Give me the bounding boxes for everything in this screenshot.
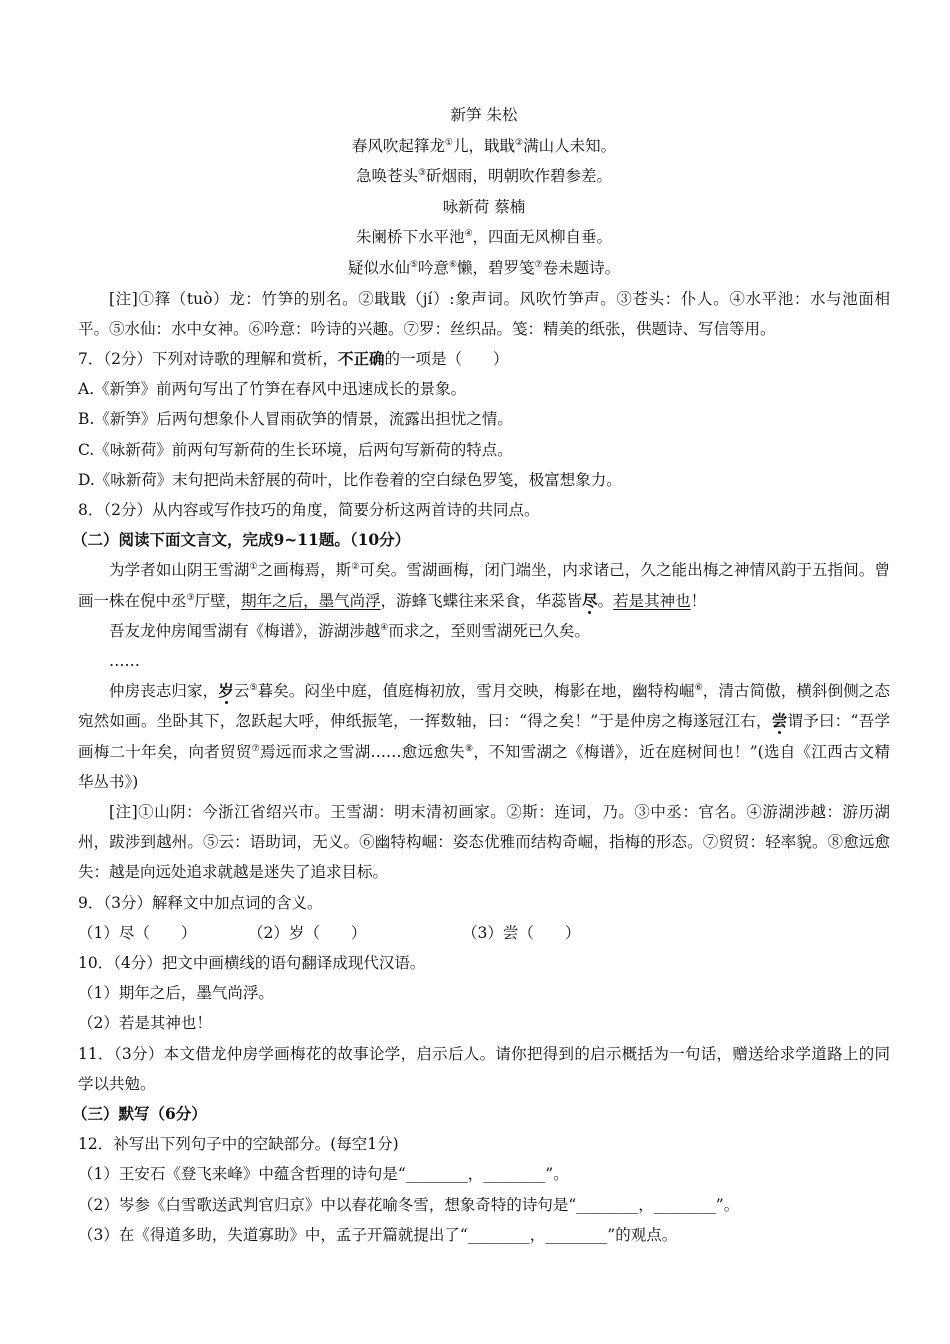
- underlined-sentence-1: 期年之后，墨气尚浮: [241, 591, 381, 610]
- poem2-line2: 疑似水仙⑤吟意⑥懒，碧罗笺⑦卷未题诗。: [347, 258, 621, 277]
- question-7-option-c: C.《咏新荷》前两句写新荷的生长环境，后两句写新荷的特点。: [78, 440, 513, 459]
- passage-paragraph-3: 仲房丧志归家，岁云⑤暮矣。闷坐中庭，值庭梅初放，雪月交映，梅影在地，幽特构崛⑥，清古简傲，横斜倒侧之态宛然如画。坐卧其下，忽跃起大呼，伸纸振笔，一挥数轴，曰：“得之矣！”于是仲房之梅遂冠江右，尝谓予曰：“吾学画梅二十年矣，向者贸贸⑦焉远而求之雪湖……愈远愈失⑧，不知雪湖之《梅谱》，近在庭树间也！”(选自《江西古文精华丛书》): [78, 681, 890, 791]
- question-12-item-1: （1）王安石《登飞来峰》中蕴含哲理的诗句是“________，________”。: [78, 1165, 569, 1184]
- question-7-option-d: D.《咏新荷》末句把尚未舒展的荷叶，比作卷着的空白绿色罗笺，极富想象力。: [78, 470, 622, 489]
- question-8: 8．（2分）从内容或写作技巧的角度，简要分析这两首诗的共同点。: [78, 500, 540, 519]
- question-9-stem: 9．（3分）解释文中加点词的含义。: [78, 893, 323, 912]
- section-2-heading: （二）阅读下面文言文，完成9~11题。（10分）: [72, 530, 411, 550]
- poem2-title: 咏新荷 蔡楠: [442, 197, 526, 216]
- question-10-stem: 10．（4分）把文中画横线的语句翻译成现代汉语。: [78, 954, 426, 973]
- question-11: 11．（3分）本文借龙仲房学画梅花的故事论学，启示后人。请你把得到的启示概括为一句话，赠送给求学道路上的同学以共勉。: [78, 1044, 890, 1093]
- passage-ellipsis: ……: [109, 652, 140, 670]
- poem-notes: [注]①箨（tuò）龙：竹笋的别名。②戢戢（jí）:象声词。风吹竹笋声。③苍头：仆人。④水平池：水与池面相平。⑤水仙：水中女神。⑥吟意：吟诗的兴趣。⑦罗：丝织品。笺：精美的纸张，供题诗、写信等用。: [78, 289, 890, 338]
- question-9-item-3: （3）尝（ ）: [462, 923, 581, 942]
- question-10-item-1: （1）期年之后，墨气尚浮。: [78, 984, 274, 1003]
- question-7-option-b: B.《新笋》后两句想象仆人冒雨砍笋的情景，流露出担忧之情。: [78, 410, 513, 429]
- dotted-word-sui: 岁: [218, 681, 234, 701]
- underlined-sentence-2: 若是其神也: [613, 591, 691, 610]
- poem1-title: 新笋 朱松: [450, 106, 518, 124]
- passage-paragraph-2: 吾友龙仲房闻雪湖有《梅谱》，游湖涉越④而求之，至则雪湖死已久矣。: [109, 621, 590, 640]
- passage-notes: [注]①山阴：今浙江省绍兴市。王雪湖：明末清初画家。②斯：连词，乃。③中丞：官名。④游湖涉越：游历湖州，跋涉到越州。⑤云：语助词，无义。⑥幽特构崛：姿态优雅而结构奇崛，指梅的形态。⑦贸贸：轻率貌。⑧愈远愈失：越是向远处追求就越是迷失了追求目标。: [78, 803, 890, 882]
- passage-paragraph-1: 为学者如山阴王雪湖①之画梅焉，斯②可矣。雪湖画梅，闭门端坐，内求诸己，久之能出梅之神情风韵于五指间。曾画一株在倪中丞③厅壁，期年之后，墨气尚浮，游蜂飞蝶往来采食，华蕊皆尽。若是其神也！: [78, 561, 890, 610]
- dotted-word-chang: 尝: [771, 711, 788, 731]
- dotted-word-jin: 尽: [582, 590, 598, 610]
- poem2-line1: 朱阑桥下水平池④，四面无风柳自垂。: [355, 228, 613, 247]
- question-12-item-3: （3）在《得道多助，失道寡助》中，孟子开篇就提出了“________，________”的观点。: [78, 1225, 678, 1244]
- section-3-heading: （三）默写（6分）: [72, 1104, 207, 1124]
- question-12-stem: 12．补写出下列句子中的空缺部分。(每空1分): [78, 1135, 399, 1154]
- question-9-item-1: （1）尽（ ）: [78, 923, 197, 942]
- question-7-stem: 7．（2分）下列对诗歌的理解和赏析，不正确的一项是（ ）: [78, 348, 509, 368]
- poem1-line1: 春风吹起箨龙①儿，戢戢②满山人未知。: [351, 136, 617, 155]
- question-12-item-2: （2）岑参《白雪歌送武判官归京》中以春花喻冬雪，想象奇特的诗句是“________，________”。: [78, 1195, 740, 1214]
- poem1-line2: 急唤苍头③斫烟雨，明朝吹作碧参差。: [355, 167, 613, 186]
- question-7-option-a: A.《新笋》前两句写出了竹笋在春风中迅速成长的景象。: [78, 380, 467, 399]
- question-9-item-2: （2）岁（ ）: [248, 923, 367, 942]
- question-10-item-2: （2）若是其神也！: [78, 1014, 212, 1033]
- question-9-items: [78, 918, 890, 948]
